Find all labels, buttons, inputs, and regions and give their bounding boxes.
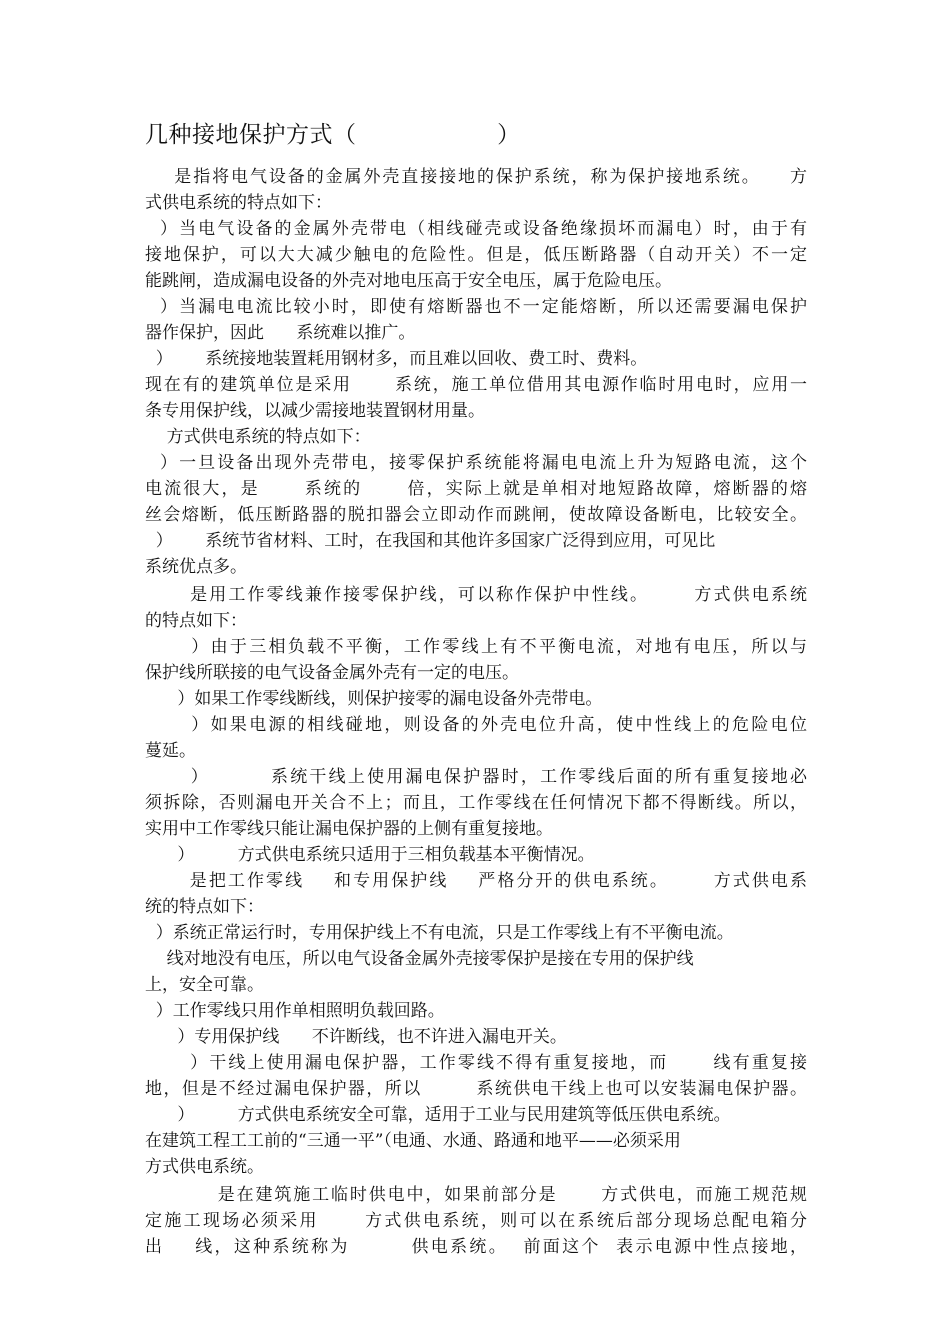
document-title: 几种接地保护方式（ ） bbox=[145, 122, 521, 148]
body-line: ）系统正常运行时，专用保护线上不有电流，只是工作零线上有不平衡电流。 bbox=[145, 923, 734, 943]
body-line: ） 方式供电系统安全可靠，适用于工业与民用建筑等低压供电系统。 bbox=[145, 1105, 731, 1125]
body-line: ）当电气设备的金属外壳带电（相线碰壳或设备绝缘损坏而漏电）时，由于有 bbox=[145, 219, 807, 239]
body-line: 线对地没有电压，所以电气设备金属外壳接零保护是接在专用的保护线 bbox=[145, 949, 694, 969]
body-line: 实用中工作零线只能让漏电保护器的上侧有重复接地。 bbox=[145, 819, 553, 839]
body-line: 上，安全可靠。 bbox=[145, 975, 264, 995]
body-line: 是指将电气设备的金属外壳直接接地的保护系统，称为保护接地系统。 方 bbox=[145, 167, 807, 187]
body-line: 能跳闸，造成漏电设备的外壳对地电压高于安全电压，属于危险电压。 bbox=[145, 271, 672, 291]
body-line: ）一旦设备出现外壳带电，接零保护系统能将漏电电流上升为短路电流，这个 bbox=[145, 453, 807, 473]
body-line: 条专用保护线，以减少需接地装置钢材用量。 bbox=[145, 401, 485, 421]
body-line: ） 系统干线上使用漏电保护器时，工作零线后面的所有重复接地必 bbox=[145, 767, 807, 787]
body-line: 系统优点多。 bbox=[145, 557, 247, 577]
body-line: 方式供电系统的特点如下： bbox=[145, 427, 371, 447]
body-line: 的特点如下： bbox=[145, 611, 247, 631]
body-line: ） 方式供电系统只适用于三相负载基本平衡情况。 bbox=[145, 845, 595, 865]
body-line: 器作保护，因此 系统难以推广。 bbox=[145, 323, 416, 343]
body-line: 须拆除，否则漏电开关合不上；而且，工作零线在任何情况下都不得断线。所以， bbox=[145, 793, 807, 813]
body-line: ）如果工作零线断线，则保护接零的漏电设备外壳带电。 bbox=[145, 689, 603, 709]
body-line: 定施工现场必须采用 方式供电系统，则可以在系统后部分现场总配电箱分 bbox=[145, 1211, 807, 1231]
body-line: 是用工作零线兼作接零保护线，可以称作保护中性线。 方式供电系统 bbox=[145, 585, 807, 605]
body-line: ） 系统接地装置耗用钢材多，而且难以回收、费工时、费料。 bbox=[145, 349, 648, 369]
body-line: ）如果电源的相线碰地，则设备的外壳电位升高，使中性线上的危险电位 bbox=[145, 715, 807, 735]
body-line: 保护线所联接的电气设备金属外壳有一定的电压。 bbox=[145, 663, 519, 683]
body-line: 接地保护，可以大大减少触电的危险性。但是，低压断路器（自动开关）不一定 bbox=[145, 245, 807, 265]
body-line: 地，但是不经过漏电保护器，所以 系统供电干线上也可以安装漏电保护器。 bbox=[145, 1079, 807, 1099]
body-line: 电流很大，是 系统的 倍，实际上就是单相对地短路故障，熔断器的熔 bbox=[145, 479, 807, 499]
body-line: 蔓延。 bbox=[145, 741, 196, 761]
body-line: ）工作零线只用作单相照明负载回路。 bbox=[145, 1001, 445, 1021]
body-line: ）当漏电电流比较小时，即使有熔断器也不一定能熔断，所以还需要漏电保护 bbox=[145, 297, 807, 317]
body-line: ）由于三相负载不平衡，工作零线上有不平衡电流，对地有电压，所以与 bbox=[145, 637, 807, 657]
body-line: 是在建筑施工临时供电中，如果前部分是 方式供电，而施工规范规 bbox=[145, 1185, 807, 1205]
body-line: 丝会熔断，低压断路器的脱扣器会立即动作而跳闸，使故障设备断电，比较安全。 bbox=[145, 505, 807, 525]
body-line: 在建筑工程工工前的“三通一平”（电通、水通、路通和地平——必须采用 bbox=[145, 1131, 681, 1151]
body-line: 方式供电系统。 bbox=[145, 1157, 264, 1177]
body-line: ）干线上使用漏电保护器，工作零线不得有重复接地，而 线有重复接 bbox=[145, 1053, 807, 1073]
body-line: 式供电系统的特点如下： bbox=[145, 193, 332, 213]
body-line: 出 线，这种系统称为 供电系统。 前面这个 表示电源中性点接地， bbox=[145, 1237, 807, 1257]
body-line: 统的特点如下： bbox=[145, 897, 264, 917]
body-line: ） 系统节省材料、工时，在我国和其他许多国家广泛得到应用，可见比 bbox=[145, 531, 716, 551]
body-line: 现在有的建筑单位是采用 系统，施工单位借用其电源作临时用电时，应用一 bbox=[145, 375, 807, 395]
body-line: 是把工作零线 和专用保护线 严格分开的供电系统。 方式供电系 bbox=[145, 871, 807, 891]
body-line: ）专用保护线 不许断线，也不许进入漏电开关。 bbox=[145, 1027, 567, 1047]
